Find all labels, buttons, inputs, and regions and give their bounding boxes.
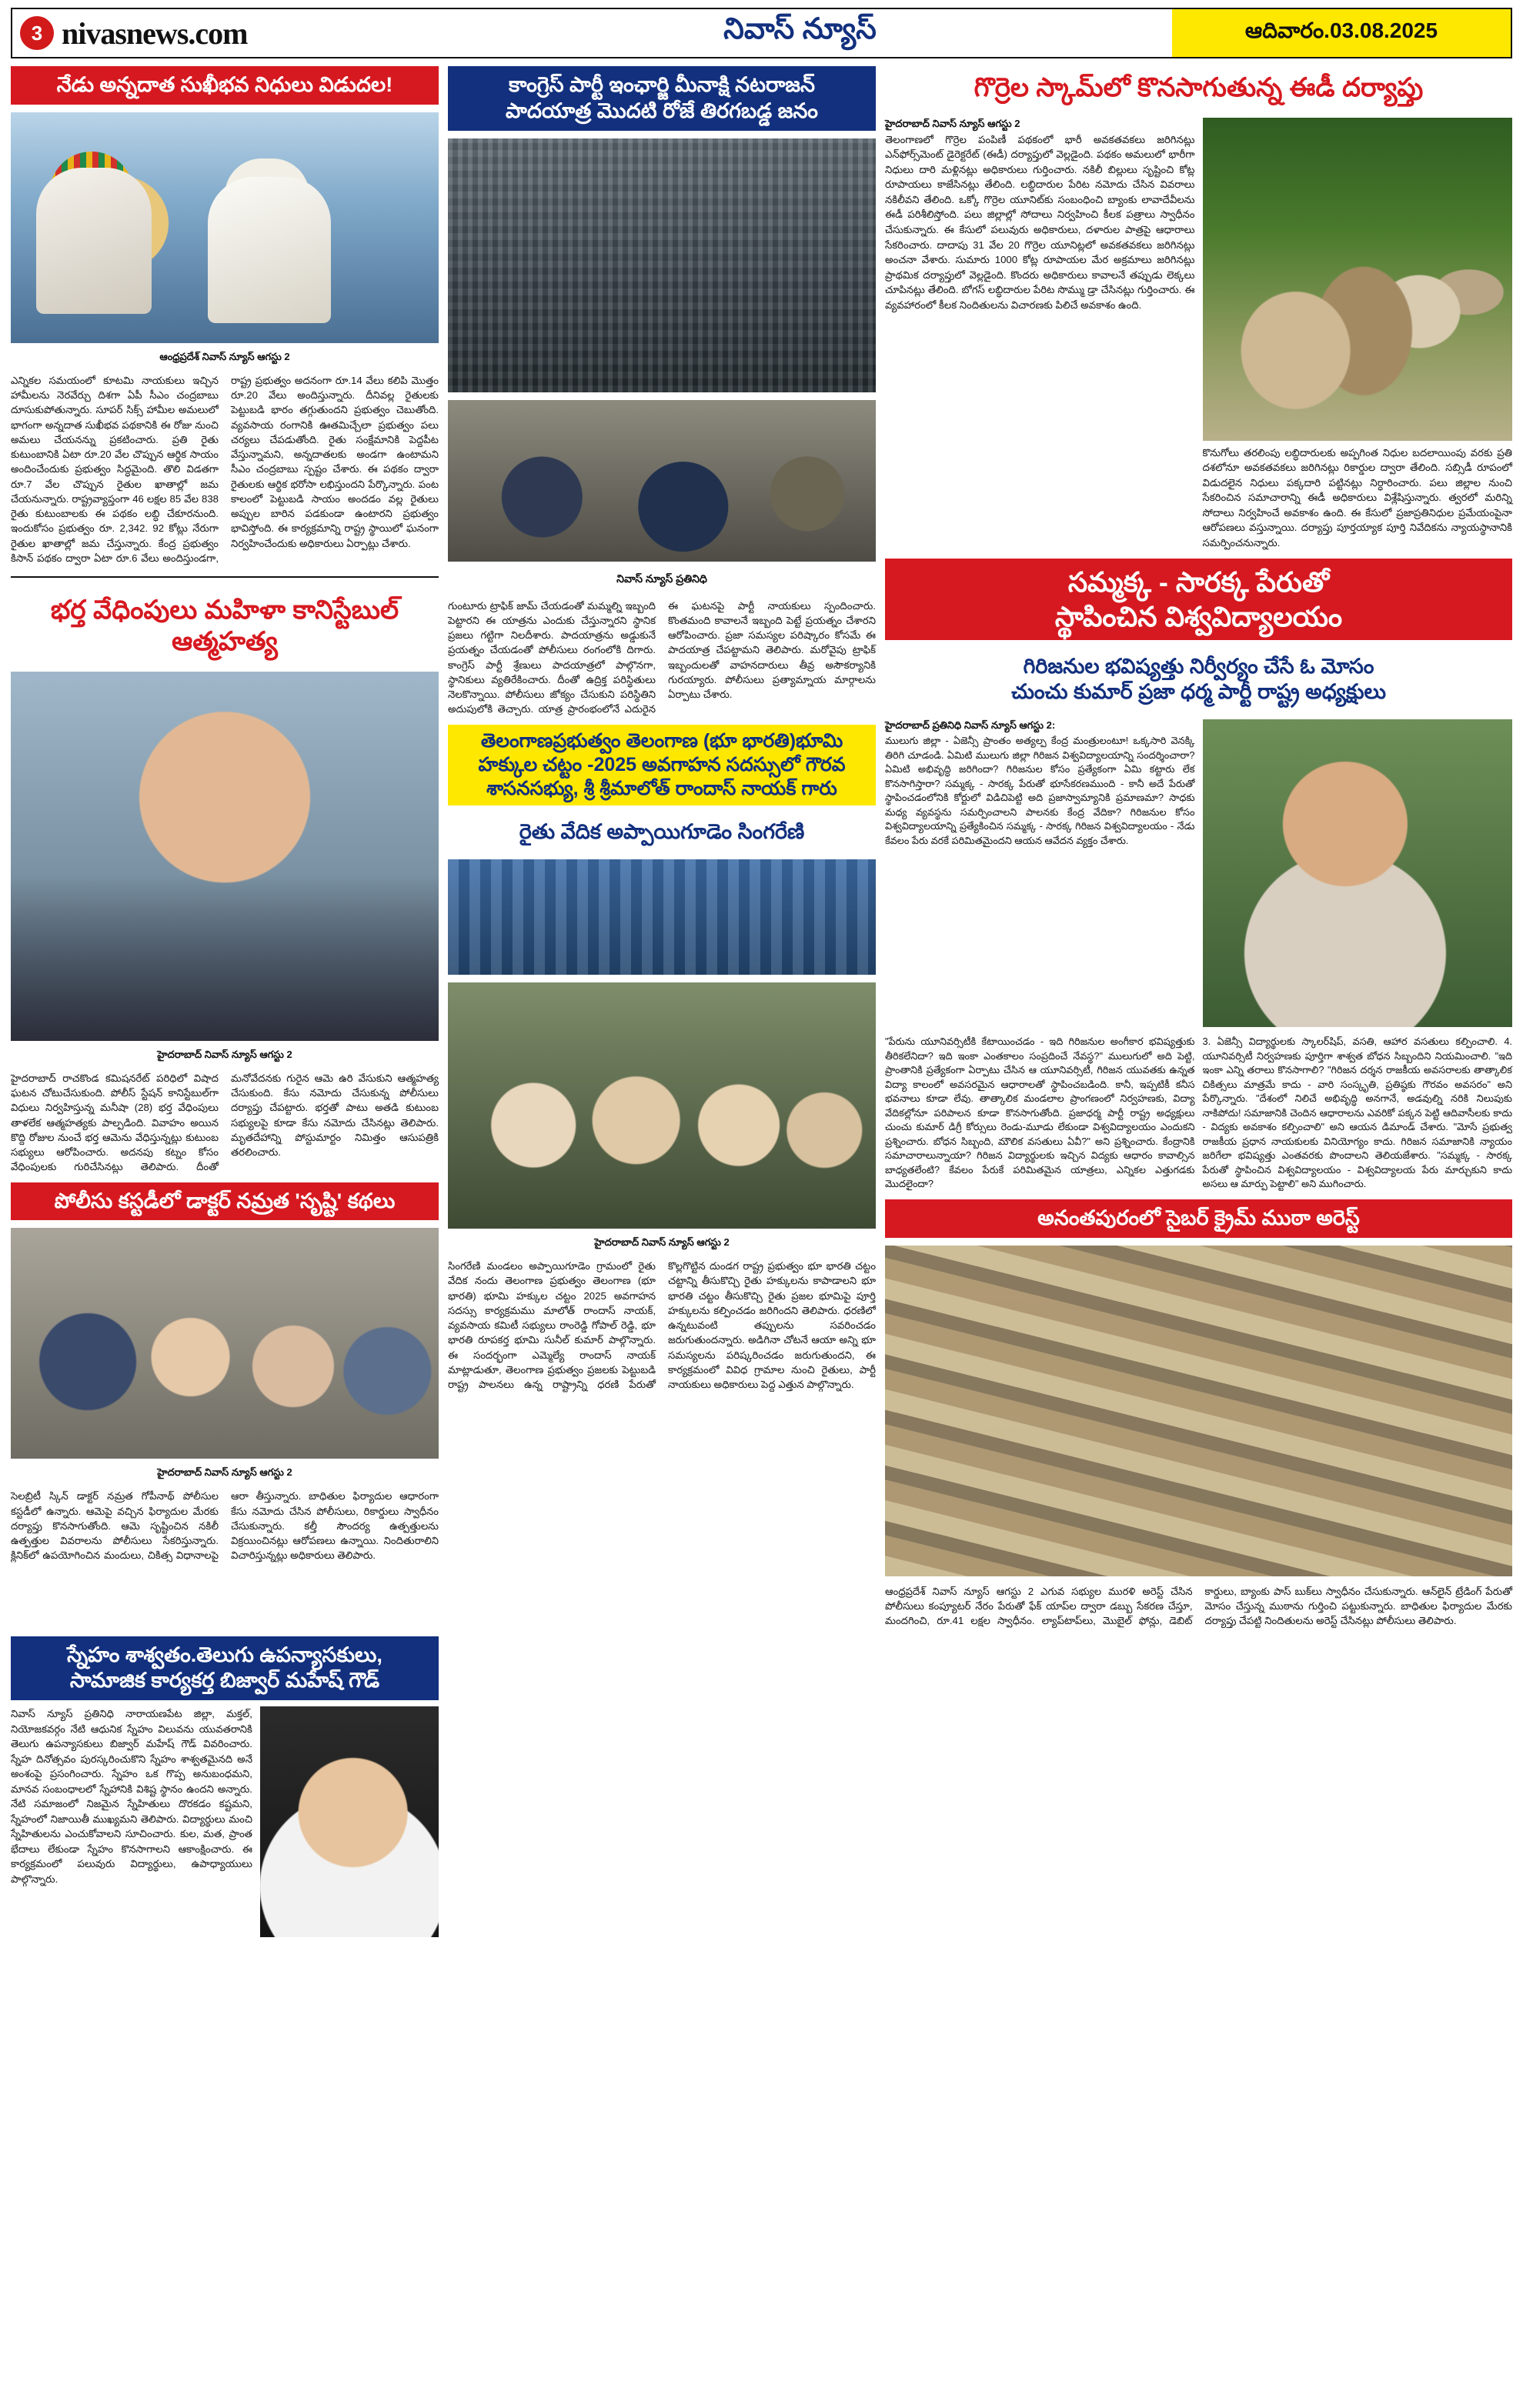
headline-annadata: నేడు అన్నదాత సుఖీభవ నిధులు విడుదల!	[11, 66, 439, 105]
masthead	[11, 8, 1512, 58]
body-constable: హైదరాబాద్ రాచకొండ కమిషనరేట్ పరిధిలో విషాద ఘటన చోటుచేసుకుంది. పోలీస్ స్టేషన్ కానిస్టేబుల్‌గా విధులు నిర్వహిస్తున్న మనీషా (28) భర్త వేధింపులు తాళలేక ఆత్మహత్యకు పాల్పడింది. వివాహం అయిన కొద్ది రోజుల నుంచే భర్త ఆమెను వేధిస్తున్నట్లు కుటుంబ సభ్యులు ఆరోపించారు. అదనపు కట్నం కోసం వేధింపులకు గురిచేసినట్లు తెలిపారు. దీంతో మనోవేదనకు గురైన ఆమె ఉరి వేసుకుని ఆత్మహత్య చేసుకుంది. కేసు నమోదు చేసుకున్న పోలీసులు దర్యాప్తు చేపట్టారు. భర్తతో పాటు అతడి కుటుంబ సభ్యులపై కూడా కేసు నమోదు చేసినట్లు తెలిపారు. మృతదేహాన్ని పోస్టుమార్టం నిమిత్తం ఆసుపత్రికి తరలించారు.	[11, 1072, 439, 1173]
body-rythu-vedika: సింగరేణి మండలం అప్పాయిగూడెం గ్రామంలో రైతు వేదిక నందు తెలంగాణ ప్రభుత్వం తెలంగాణ (భూ భారతి) భూమి హక్కుల చట్టం 2025 అవగాహన సదస్సు కార్యక్రమము మాలోత్ రాందాస్ నాయక్, వ్యవసాయ కమిటీ సభ్యులు రాంరెడ్డి గోపాల్ రెడ్డి, భూ భారతి రూపకర్త భూమి సునీల్ కుమార్ పాల్గొన్నారు. ఈ సందర్భంగా ఎమ్మెల్యే రాందాస్ నాయక్ మాట్లాడుతూ, తెలంగాణ ప్రభుత్వం ప్రజలకు పెట్టుబడి రాష్ట్ర పాలనలు ఉన్న రాష్ట్రాన్ని ధరణి పేరుతో కొల్లగొట్టిన దుండగ రాష్ట్ర ప్రభుత్వం భూ భారతి చట్టం చట్టాన్ని తీసుకొచ్చి రైతు హక్కులను కాపాడాలని భూ భారతి చట్టం తీసుకొచ్చి రైతు ప్రజల భూమిపై పూర్తి హక్కులను కల్పించడం జరిగిందని తెలిపారు. ధరణిలో ఉన్నటువంటి తప్పులను సవరించడం జరుగుతుందన్నారు. అడిగినా చోటనే ఆయా అన్ని భూ సమస్యలను పరిష్కరించడం జరుగుతుందని, ఈ కార్యక్రమంలో వివిధ గ్రామాల నుంచి రైతులు, పార్టీ నాయకులు అధికారులు పెద్ద ఎత్తున పాల్గొన్నారు.	[448, 1260, 876, 1391]
page-number-badge: 3	[20, 16, 54, 50]
body-sheep-scam-right: కొనుగోలు తరలింపు లబ్ధిదారులకు అప్పగింత నిధుల బదలాయింపు వరకు ప్రతి దశలోనూ అవకతవకలు జరిగినట్లు రికార్డుల ద్వారా తేలింది. సబ్సిడీ రూపంలో విడుదలైన నిధులు పక్కదారి పట్టినట్లు నిర్ధారించారు. పలు జిల్లాల నుంచి సేకరించిన సమాచారాన్ని ఈడీ అధికారులు విశ్లేషిస్తున్నారు. త్వరలో మరిన్ని సోదాలు నిర్వహించే అవకాశం ఉంది. ఈ కేసులో ప్రజాప్రతినిధుల ప్రమేయంపైనా ఆరోపణలు వస్తున్నాయి. దర్యాప్తు పూర్తయ్యాక పూర్తి నివేదికను న్యాయస్థానానికి సమర్పించనున్నారు.	[1202, 446, 1512, 549]
body-annadata: ఎన్నికల సమయంలో కూటమి నాయకులు ఇచ్చిన హామీలను నెరవేర్చు దిశగా ఏపీ సీఎం చంద్రబాబు దూసుకుపోతున్నారు. సూపర్ సిక్స్ హామీల అమలులో భాగంగా అన్నదాత సుఖీభవ పథకానికి ఈ రోజు నుంచి అమలు చేయనన్ను ప్రకటించారు. ప్రతి రైతు కుటుంబానికి ఏటా రూ.20 వేల చొప్పున ఆర్థిక సాయం అందించేందుకు ప్రభుత్వం సిద్ధమైంది. తొలి విడతగా రూ.7 వేల చొప్పున రైతుల ఖాతాల్లో జమ చేయనున్నారు. రాష్ట్రవ్యాప్తంగా 46 లక్షల 85 వేల 838 రైతు కుటుంబాలకు ఈ పథకం లబ్ధి చేకూరనుంది. ఇందుకోసం ప్రభుత్వం రూ. 2,342. 92 కోట్లు నేరుగా రైతుల ఖాతాల్లో జమ చేస్తున్నారు. కేంద్ర ప్రభుత్వం కిసాన్ పథకం ద్వారా ఏటా రూ.6 వేలు అందిస్తుండగా, రాష్ట్ర ప్రభుత్వం అదనంగా రూ.14 వేలు కలిపి మొత్తం రూ.20 వేలు అందిస్తున్నారు. దీనివల్ల రైతులకు పెట్టుబడి భారం తగ్గుతుందని ప్రభుత్వం చెబుతోంది. వ్యవసాయ రంగానికి ఊతమిచ్చేలా ప్రభుత్వం పలు చర్యలు చేపడుతోంది. రైతు సంక్షేమానికి పెద్దపీట వేస్తున్నామని, అన్నదాతలకు అండగా ఉంటామని సీఎం చంద్రబాబు స్పష్టం చేశారు. ఈ పథకం ద్వారా రైతులకు ఆర్థిక భరోసా లభిస్తుందని పేర్కొన్నారు. పంట కాలంలో పెట్టుబడి సాయం అందడం వల్ల రైతులు అప్పుల బారిన పడకుండా ఉంటారని ప్రభుత్వం భావిస్తోంది. ఈ కార్యక్రమాన్ని రాష్ట్ర స్థాయిలో ఘనంగా నిర్వహించేందుకు అధికారులు ఏర్పాట్లు చేశారు.	[11, 374, 439, 564]
headline-sammakka-line2: స్థాపించిన విశ్వవిద్యాలయం	[1054, 600, 1343, 632]
friendship-feature	[11, 1636, 439, 1938]
chunchu-kumar-block	[885, 719, 1512, 1027]
seized-cash-photo	[885, 1246, 1512, 1576]
headline-cyber-crime: అనంతపురంలో సైబర్ క్రైమ్ ముఠా అరెస్ట్	[885, 1199, 1512, 1238]
bhu-bharati-line3: శాసనసభ్యు, శ్రీ శ్రీమాలోత్ రాందాస్ నాయక్ గారు	[486, 778, 837, 800]
crowd-rally-photo	[448, 138, 876, 392]
subhead-rythu-vedika: రైతు వేదిక అప్పాయిగూడెం సింగరేణి	[519, 820, 805, 844]
headline-custody: పోలీసు కస్టడీలో డాక్టర్ నమ్రత 'సృష్టి' కథలు	[11, 1182, 439, 1221]
subhead-tribal-line1: గిరిజనుల భవిష్యత్తు నిర్వీర్యం చేసే ఓ మోసం	[1023, 654, 1374, 678]
byline-chunchu: హైదరాబాద్ ప్రతినిధి నివాస్ న్యూస్ ఆగస్టు 2:	[885, 719, 1056, 732]
masthead-center	[428, 9, 1172, 57]
byline-sheep-scam: హైదరాబాద్ నివాస్ న్యూస్ ఆగస్టు 2	[885, 117, 1020, 129]
headline-friendship-line2: సామాజిక కార్యకర్త బిజ్వార్ మహేష్ గౌడ్	[69, 1669, 380, 1693]
bhu-bharati-line2: హక్కుల చట్టం -2025 అవగాహన సదస్సులో గౌరవ	[478, 753, 846, 775]
farmers-group-photo	[448, 982, 876, 1229]
chunchu-kumar-text-block	[885, 1035, 1512, 1192]
sheep-herd-photo	[1203, 118, 1513, 441]
headline-natarajan	[448, 66, 876, 131]
column-middle	[448, 66, 876, 1629]
friendship-body-row	[11, 1706, 439, 1937]
byline-annadata: ఆంధ్రప్రదేశ్ నివాస్ న్యూస్ ఆగస్టు 2	[159, 350, 290, 362]
headline-sheep-scam: గొర్రెల స్కామ్‌లో కొనసాగుతున్న ఈడీ దర్యాప్తు	[974, 73, 1424, 102]
chunchu-kumar-photo	[1203, 719, 1513, 1027]
column-left	[11, 66, 439, 1629]
masthead-left	[12, 9, 428, 57]
body-chunchu-col1: ములుగు జిల్లా - ఏజెన్సీ ప్రాంతం అత్యల్ప కేంద్ర మంత్రులంటూ! ఒక్కసారి వెనక్కి తిరిగి చూడండి. ఏమిటి ములుగు జిల్లా గిరిజన విశ్వవిద్యాలయాన్ని సందర్శించారా? ఏమిటి అభివృద్ధి జరిగిందా? గిరిజనుల కోసం ప్రత్యేకంగా ఏమి కట్టారు లేక కొనసాగిస్తారా? సమ్మక్క - సారక్క పేరుతో భూసేకరణముంది - కానీ అదే పేరుతో స్థాపించడంలోనికి కోర్టులో విడిచిపెట్టి అది ప్రజాస్వామ్యానికి ప్రమాణమా? సాధకు మధ్య వ్యవస్థను సమర్పించాలని పాలనకు కేంద్ర వేదికా? గిరిజనుల కోసం విశ్వవిద్యాలయాన్ని ప్రత్యేకించిన సమ్మక్క - సారక్క గిరిజన విశ్వవిద్యాలయం - నేడు కేవలం పేరు వరకే పరిమితమైందని ఆయన ఆవేదన వ్యక్తం చేశారు.	[885, 735, 1195, 846]
page-columns	[11, 66, 1512, 1629]
body-chunchu-col3: 3. ఏజెన్సీ విద్యార్థులకు స్కాలర్‌షిప్, వసతి, ఆహార వసతులు కల్పించాలి. 4. యూనివర్సిటీ నిర్వహణకు పూర్తిగా శాశ్వత బోధన సిబ్బందిని నియమించాలి. "ఇది ఇంకా ఎన్ని తరాలు కొనసాగాలి? "గిరిజన దర్శన రాజకీయ అవసరాలకు తాత్కాలిక చికిత్సలు మాత్రమే కాదు - వారి సంస్కృతి, ప్రతిష్ఠకు గౌరవం అవసరం" అని పేర్కొన్నారు. "దేశంలో నిలిచే అభివృద్ధి అనగానే, అడవుల్ని నరికి నిలుపుకు నాకిపోదు! సమాజానికి చెందిన ఆధారాలను ఎవరికో పక్కన పెట్టి ఆదివాసీలకు కాదు - విద్యకు అవకాశం కల్పించాలి" అని ఆయన డిమాండ్ చేశారు. "మోసే ప్రభుత్వ రాజకీయ ప్రధాన నాయకులకు వినియోగ్యం కాదు. గిరిజన సమాజానికి న్యాయం జరిగేలా భవిష్యత్తు ఎంతవరకు పొందాలని తెలియజేశారు. "సమ్మక్క - సారక్క పేరుతో స్థాపించిన విశ్వవిద్యాలయం - విశ్వవిద్యాలయ పేరు మార్చుకుని కాదు అసలు ఆ మార్పు పెట్టాలి" అని ముగించారు.	[1202, 1036, 1512, 1190]
headline-natarajan-line1: కాంగ్రెస్ పార్టీ ఇంఛార్జి మీనాక్షి నటరాజన్	[509, 73, 815, 96]
byline-constable: హైదరాబాద్ నివాస్ న్యూస్ ఆగస్టు 2	[157, 1048, 292, 1060]
headline-friendship	[11, 1636, 439, 1701]
subhead-tribal-line2: చుంచు కుమార్ ప్రజా ధర్మ పార్టీ రాష్ట్ర అధ్యక్షులు	[1011, 680, 1386, 704]
masthead-date-block	[1172, 9, 1511, 57]
byline-rythu-vedika: హైదరాబాద్ నివాస్ న్యూస్ ఆగస్టు 2	[594, 1236, 730, 1249]
headline-natarajan-line2: పాదయాత్ర మొదటి రోజే తిరగబడ్డ జనం	[505, 98, 818, 122]
body-natarajan: గుంటూరు ట్రాఫిక్ జామ్ చేయడంతో మమ్మల్ని ఇబ్బంది పెట్టారని ఈ యాత్రను ఎందుకు చేస్తున్నారని స్థానిక ప్రజలు గట్టిగా నిలదీశారు. పాదయాత్రను అడ్డుకునే ప్రయత్నం చేయడంతో పోలీసులు రంగంలోకి దిగారు. కాంగ్రెస్ పార్టీ శ్రేణులు పాదయాత్రలో పాల్గొనగా, స్థానికులు వ్యతిరేకించారు. దీంతో ఉద్రిక్త పరిస్థితులు నెలకొన్నాయి. పోలీసులు జోక్యం చేసుకుని పరిస్థితిని అదుపులోకి తెచ్చారు. యాత్ర ప్రారంభంలోనే ఎదురైన ఈ ఘటనపై పార్టీ నాయకులు స్పందించారు. కొంతమంది కావాలనే ఇబ్బంది పెట్టే ప్రయత్నం చేశారని ఆరోపించారు. ప్రజా సమస్యల పరిష్కారం కోసమే ఈ పాదయాత్ర చేపట్టామని తెలిపారు. మరోవైపు ట్రాఫిక్ ఇబ్బందులతో వాహనదారులు తీవ్ర అసౌకర్యానికి గురయ్యారు. పోలీసులు ప్రత్యామ్నాయ మార్గాలను ఏర్పాటు చేశారు.	[448, 599, 876, 715]
headline-friendship-line1: స్నేహం శాశ్వతం.తెలుగు ఉపన్యాసకులు,	[67, 1643, 382, 1666]
mahesh-goud-photo	[260, 1706, 439, 1937]
divider	[11, 576, 439, 578]
headline-constable: భర్త వేధింపులు మహిళా కానిస్టేబుల్ ఆత్మహత్య	[50, 595, 399, 656]
police-custody-doctor-photo	[11, 1228, 439, 1459]
woman-constable-photo	[11, 672, 439, 1041]
sheep-scam-block	[885, 118, 1512, 551]
site-name[interactable]: nivasnews.com	[62, 15, 248, 51]
bhu-bharati-banner	[448, 725, 876, 806]
body-sheep-scam-left: తెలంగాణలో గొర్రెల పంపిణీ పథకంలో భారీ అవకతవకలు జరిగినట్లు ఎన్‌ఫోర్స్‌మెంట్ డైరెక్టరేట్ (ఈడీ) దర్యాప్తులో వెల్లడైంది. పథకం అమలులో భారీగా నిధులు దారి మళ్లినట్లు అధికారులు గుర్తించారు. నకిలీ బిల్లులు సృష్టించి కోట్ల రూపాయలు కాజేసినట్లు తేలింది. లబ్ధిదారుల పేరిట నమోదు చేసిన వివరాలు నకిలీవని తేలింది. ఒక్కో గొర్రెల యూనిట్‌కు సంబంధించి బ్యాంకు లావాదేవీలను ఈడీ పరిశీలిస్తోంది. పలు జిల్లాల్లో సోదాలు నిర్వహించి కీలక పత్రాలు స్వాధీనం చేసుకున్నారు. ఈ కేసులో పలువురు అధికారులు, దళారుల పాత్రపై ఆధారాలు సేకరించారు. దాదాపు 31 వేల 20 గొర్రెల యూనిట్లలో అవకతవకలు జరిగినట్లు అంచనా వేశారు. సుమారు 1000 కోట్ల రూపాయల మేర అక్రమాలు జరిగినట్లు ప్రాథమిక దర్యాప్తులో వెల్లడైంది. కొందరు అధికారులు కావాలనే తప్పుడు లెక్కలు చూపినట్లు తేలింది. బోగస్ లబ్ధిదారుల పేరిట సొమ్ము డ్రా చేసినట్లు గుర్తించారు. ఈ వ్యవహారంలో కీలక నిందితులను విచారణకు పిలిచే అవకాశం ఉంది.	[885, 133, 1195, 311]
dais-meeting-photo	[448, 859, 876, 975]
body-cyber-crime: ఆంధ్రప్రదేశ్ నివాస్ న్యూస్ ఆగస్టు 2 ఎగువ సభ్యుల మురళి అరెస్ట్ చేసిన పోలీసులు కంప్యూటర్ నేరం పేరుతో ఫేక్ యాప్‌ల ద్వారా డబ్బు సేకరణ చేస్తూ, మందగించి, రూ.41 లక్షల స్వాధీనం. ల్యాప్‌టాప్‌లు, మొబైల్ ఫోన్లు, డెబిట్ కార్డులు, బ్యాంకు పాస్ బుక్‌లు స్వాధీనం చేసుకున్నారు. ఆన్‌లైన్ ట్రేడింగ్ పేరుతో మోసం చేస్తున్న ముఠాను గుర్తించి పట్టుకున్నారు. బాధితుల ఫిర్యాదుల మేరకు దర్యాప్తు చేపట్టి నిందితులను అరెస్ట్ చేసినట్లు పోలీసులు తెలిపారు.	[885, 1585, 1512, 1627]
column-right	[885, 66, 1512, 1629]
subhead-tribal-future	[885, 648, 1512, 712]
chandrababu-farmer-photo	[11, 112, 439, 343]
headline-sammakka-line1: సమ్మక్క - సారక్క పేరుతో	[1067, 565, 1330, 598]
paper-title: నివాస్ న్యూస్	[723, 13, 877, 45]
credit-natarajan: నివాస్ న్యూస్ ప్రతినిధి	[616, 572, 707, 585]
headline-sammakka-university	[885, 559, 1512, 640]
body-chunchu-col2: "పేరును యూనివర్సిటీకి కేటాయించడం - ఇది గిరిజనుల అంగీకార భవిష్యత్తుకు తీరికలేనిదా? ఇది ఇంకా ఎంతకాలం సంప్రదించే నేవస్థ?" ములుగులో అది పెట్టి, ప్రాంతానికి ప్రత్యేకంగా ఏర్పాటు చేసిన ఆ యూనివర్సిటీ, గిరిజన యువతకు ఉన్నత విద్యా కాలంలో అవసరమైన ఆధారాలతో స్థాపించబడింది. కానీ, ఇప్పటికీ కనీస భవనాలు కూడా లేవు. తాత్కాలిక మండలాల ప్రాంగణంలో నిర్వహణకు, విద్యా వేదికల్లోనూ పరిపాలన కూడా కొనసాగుతోంది. ప్రజాధర్మ పార్టీ రాష్ట్ర అధ్యక్షులు చుంచు కుమార్ డిగ్రీ కోర్సులు రెండు-మూడు లేకుండా విశ్వవిద్యాలయం ఎందుకని ప్రశ్నించారు. బోధన సిబ్బంది, మౌలిక వసతులు ఏవీ?" అని ప్రశ్నించారు. కేంద్రానికి సమాచారాలున్నాయా? గిరిజన విద్యార్థులకు ఇచ్చిన విద్యకు ఆధారం కావాల్సిన బాధ్యతలేంటి? కేవలం పేరుకే పరిమితమైన యాత్రలు, ఎన్నికల ఎత్తుగడకు మొదలైందా?	[885, 1036, 1195, 1190]
body-friendship: నివాస్ న్యూస్ ప్రతినిధి నారాయణపేట జిల్లా, మక్తల్, నియోజకవర్గం నేటి ఆధునిక స్నేహం విలువను యువతరానికి తెలుగు ఉపన్యాసకులు బిజ్వార్ మహేష్ గౌడ్ వివరించారు. స్నేహ దినోత్సవం పురస్కరించుకొని స్నేహం శాశ్వతమైనది అనే అంశంపై ప్రసంగించారు. స్నేహం ఒక గొప్ప అనుబంధమని, మానవ సంబంధాలలో స్నేహానికి విశిష్ట స్థానం ఉందని అన్నారు. నేటి సమాజంలో నిజమైన స్నేహితులు దొరకడం కష్టమని, స్నేహంలో నిజాయితీ ముఖ్యమని తెలిపారు. విద్యార్థులు మంచి స్నేహితులను ఎంచుకోవాలని సూచించారు. కుల, మత, ప్రాంత భేదాలు లేకుండా స్నేహం కొనసాగాలని ఆకాంక్షించారు. ఈ కార్యక్రమంలో పలువురు విద్యార్థులు, ఉపాధ్యాయులు పాల్గొన్నారు.	[11, 1708, 252, 1885]
publication-date: ఆదివారం.03.08.2025	[1244, 18, 1438, 42]
body-custody: సెలబ్రిటీ స్కిన్ డాక్టర్ నమ్రత గోపీనాథ్ పోలీసుల కస్టడీలో ఉన్నారు. ఆమెపై వచ్చిన ఫిర్యాదుల మేరకు దర్యాప్తు కొనసాగుతోంది. ఆమె సృష్టించిన నకిలీ ఉత్పత్తుల వివరాలను పోలీసులు సేకరిస్తున్నారు. క్లినిక్‌లో ఉపయోగించిన మందులు, చికిత్స విధానాలపై ఆరా తీస్తున్నారు. బాధితుల ఫిర్యాదుల ఆధారంగా కేసు నమోదు చేసిన పోలీసులు, రికార్డులు స్వాధీనం చేసుకున్నారు. కల్తీ సౌందర్య ఉత్పత్తులను విక్రయించినట్లు ఆరోపణలు ఉన్నాయి. నిందితురాలిని విచారిస్తున్నట్లు అధికారులు తెలిపారు.	[11, 1490, 439, 1562]
bhu-bharati-line1: తెలంగాణప్రభుత్వం తెలంగాణ (భూ భారతి)భూమి	[480, 729, 843, 752]
police-confrontation-photo	[448, 400, 876, 562]
byline-custody: హైదరాబాద్ నివాస్ న్యూస్ ఆగస్టు 2	[157, 1466, 292, 1479]
